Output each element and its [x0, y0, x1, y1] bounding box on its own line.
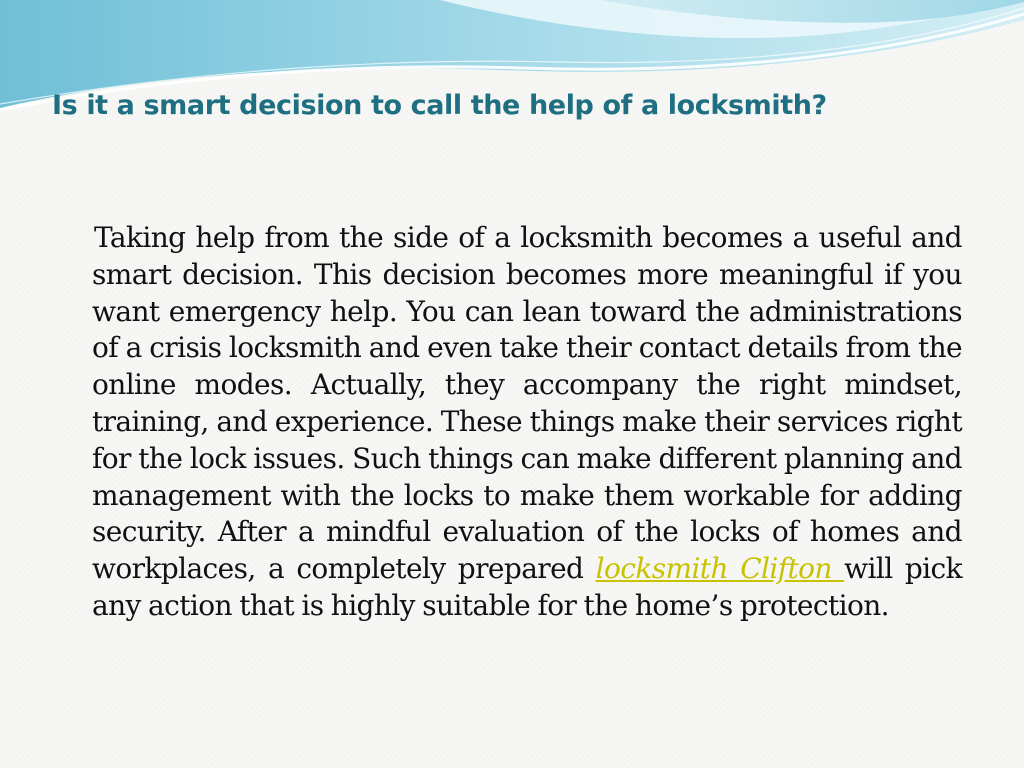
- locksmith-clifton-link[interactable]: locksmith Clifton: [595, 552, 845, 586]
- slide-title: Is it a smart decision to call the help of a locksmith?: [52, 90, 827, 121]
- body-paragraph: [92, 220, 962, 625]
- paragraph-text-before-link: Taking help from the side of a locksmith becomes a useful and smart decision. This decision becomes more meaningful if you want emergency help. You can lean toward the administrations of a crisis locksmith and even take their contact details from the online modes. Actually, they accompany the right mindset, training, and experience. These things make their services right for the lock issues. Such things can make different planning and management with the locks to make them workable for adding security. After a mindful evaluation of the locks of homes and workplaces, a completely prepared: [92, 221, 962, 586]
- paragraph-text-after-link: will pick any action that is highly suitable for the home’s protection.: [92, 552, 962, 622]
